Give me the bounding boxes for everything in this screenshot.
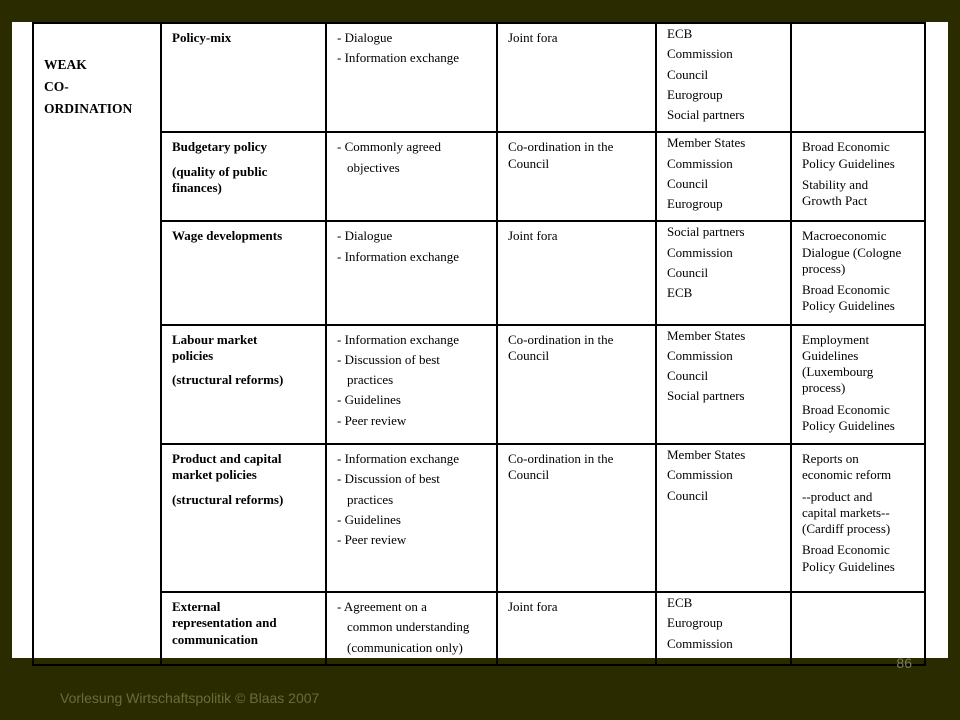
procedure-cell [497, 221, 656, 324]
table-row [33, 592, 925, 665]
reference-group [802, 177, 914, 210]
spacer [172, 156, 315, 164]
instrument-line: - Agreement on a [337, 599, 427, 614]
policy-area-cell [161, 592, 326, 665]
reference-group [802, 489, 914, 538]
cell-line: Growth Pact [802, 193, 868, 208]
cell-line: Broad Economic [802, 542, 890, 558]
cell-line: (structural reforms) [172, 491, 284, 507]
procedure-cell [497, 325, 656, 445]
cell-line: Social partners [667, 224, 745, 240]
table-body [33, 23, 925, 665]
cell-line: Policy Guidelines [802, 417, 895, 433]
policy-area-cell [161, 325, 326, 445]
instrument-line: - Peer review [337, 412, 407, 428]
procedure-cell [497, 592, 656, 665]
cell-line: Joint fora [508, 228, 558, 244]
cell-line: CO- [44, 79, 69, 94]
reference-cell [791, 23, 925, 132]
cell-line: Policy-mix [172, 30, 232, 45]
cell-line: Council [508, 347, 550, 363]
instrument-line: - Information exchange [337, 50, 460, 66]
cell-line: economic reform [802, 467, 892, 483]
table-row [33, 325, 925, 445]
cell-line: Council [667, 175, 709, 191]
cell-line: ECB [667, 285, 693, 300]
cell-line: Wage developments [172, 228, 283, 244]
cell-line: Joint fora [508, 599, 558, 614]
policy-area-cell [161, 23, 326, 132]
cell-line: Social partners [667, 388, 745, 404]
instruments-cell [326, 132, 497, 221]
procedure-cell [497, 132, 656, 221]
cell-line: ORDINATION [44, 101, 133, 116]
instrument-line: - Peer review [337, 532, 407, 547]
reference-group [802, 542, 914, 575]
cell-line: Broad Economic [802, 282, 890, 297]
cell-line: Council [667, 487, 709, 503]
cell-line: Eurogroup [667, 86, 723, 102]
instrument-line: common understanding [347, 619, 470, 635]
cell-line: External [172, 599, 221, 614]
cell-line: Commission [667, 467, 733, 483]
cell-line: --product and [802, 488, 873, 504]
page-number: 86 [896, 655, 912, 671]
cell-line: (Cardiff process) [802, 521, 891, 536]
cell-line: Stability and [802, 176, 869, 192]
cell-line: (quality of public [172, 163, 268, 179]
cell-line: Commission [667, 347, 733, 363]
cell-line: Macroeconomic [802, 228, 887, 244]
cell-line: Co-ordination in the [508, 139, 614, 155]
cell-line: Member States [667, 327, 746, 343]
instrument-line: - Information exchange [337, 248, 460, 264]
cell-line: Commission [667, 155, 733, 171]
procedure-cell [497, 23, 656, 132]
instrument-line: - Guidelines [337, 392, 401, 408]
cell-line: Commission [667, 635, 733, 651]
cell-line: capital markets-- [802, 504, 890, 520]
reference-group [802, 282, 914, 315]
instrument-line: practices [347, 372, 394, 387]
reference-group [802, 139, 914, 172]
cell-line: Policy Guidelines [802, 155, 895, 171]
instruments-cell [326, 325, 497, 445]
cell-line: Guidelines [802, 347, 859, 363]
cell-line: Commission [667, 46, 733, 62]
reference-cell [791, 221, 925, 324]
instrument-line: - Discussion of best [337, 471, 440, 487]
instrument-line: - Commonly agreed [337, 139, 441, 155]
cell-line: WEAK [44, 57, 87, 72]
reference-group [802, 228, 914, 277]
footer-text: Vorlesung Wirtschaftspolitik © Blaas 2007 [60, 690, 320, 706]
cell-line: Broad Economic [802, 401, 890, 417]
instrument-line: practices [347, 491, 394, 507]
cell-line: finances) [172, 179, 222, 195]
actors-cell [656, 132, 791, 221]
cell-line: Broad Economic [802, 139, 890, 155]
cell-line: market policies [172, 467, 257, 483]
instrument-line: - Discussion of best [337, 351, 440, 367]
cell-line: Policy Guidelines [802, 558, 895, 574]
instrument-line: - Information exchange [337, 331, 460, 347]
instruments-cell [326, 592, 497, 665]
instrument-line: (communication only) [347, 639, 463, 655]
cell-line: Commission [667, 244, 733, 260]
reference-group [802, 402, 914, 435]
instrument-line: objectives [347, 159, 400, 175]
instrument-line: - Dialogue [337, 228, 393, 244]
cell-line: Council [667, 368, 709, 383]
weak-coordination-label [33, 23, 161, 665]
cell-line: Reports on [802, 451, 859, 466]
spacer [172, 364, 315, 372]
cell-line: Policy Guidelines [802, 298, 895, 314]
instrument-line: - Dialogue [337, 30, 393, 45]
cell-line: Joint fora [508, 30, 558, 45]
cell-line: Employment [802, 331, 870, 347]
cell-line: Council [667, 264, 709, 280]
spacer [172, 484, 315, 492]
cell-line: process) [802, 260, 846, 276]
cell-line: communication [172, 631, 258, 647]
reference-group [802, 332, 914, 397]
procedure-cell [497, 444, 656, 592]
table-row [33, 221, 925, 324]
cell-line: Member States [667, 447, 746, 462]
cell-line: policies [172, 347, 214, 363]
cell-line: Council [508, 467, 550, 483]
reference-cell [791, 132, 925, 221]
actors-cell [656, 221, 791, 324]
cell-line: Social partners [667, 107, 745, 122]
cell-line: ECB [667, 595, 693, 610]
cell-line: Eurogroup [667, 615, 723, 631]
actors-cell [656, 23, 791, 132]
instrument-line: - Guidelines [337, 511, 401, 527]
reference-cell [791, 444, 925, 592]
cell-line: process) [802, 380, 846, 396]
cell-line: Co-ordination in the [508, 451, 614, 466]
actors-cell [656, 325, 791, 445]
cell-line: (Luxembourg [802, 364, 874, 379]
policy-area-cell [161, 221, 326, 324]
actors-cell [656, 592, 791, 665]
instruments-cell [326, 444, 497, 592]
policy-area-cell [161, 444, 326, 592]
policy-area-cell [161, 132, 326, 221]
cell-line: Co-ordination in the [508, 331, 614, 347]
cell-line: Council [508, 155, 550, 171]
cell-line: (structural reforms) [172, 372, 284, 387]
cell-line: representation and [172, 615, 277, 631]
table-row [33, 132, 925, 221]
cell-line: Eurogroup [667, 196, 723, 211]
cell-line: Labour market [172, 331, 258, 347]
actors-cell [656, 444, 791, 592]
reference-group [802, 451, 914, 484]
cell-line: Dialogue (Cologne [802, 244, 902, 260]
instruments-cell [326, 221, 497, 324]
cell-line: Budgetary policy [172, 139, 267, 155]
reference-cell [791, 325, 925, 445]
cell-line: Council [667, 66, 709, 82]
reference-cell [791, 592, 925, 665]
cell-line: ECB [667, 26, 693, 41]
table-row [33, 23, 925, 132]
instruments-cell [326, 23, 497, 132]
coordination-table [32, 22, 926, 666]
cell-line: Product and capital [172, 451, 282, 466]
instrument-line: - Information exchange [337, 451, 460, 466]
cell-line: Member States [667, 135, 746, 151]
table-row [33, 444, 925, 592]
